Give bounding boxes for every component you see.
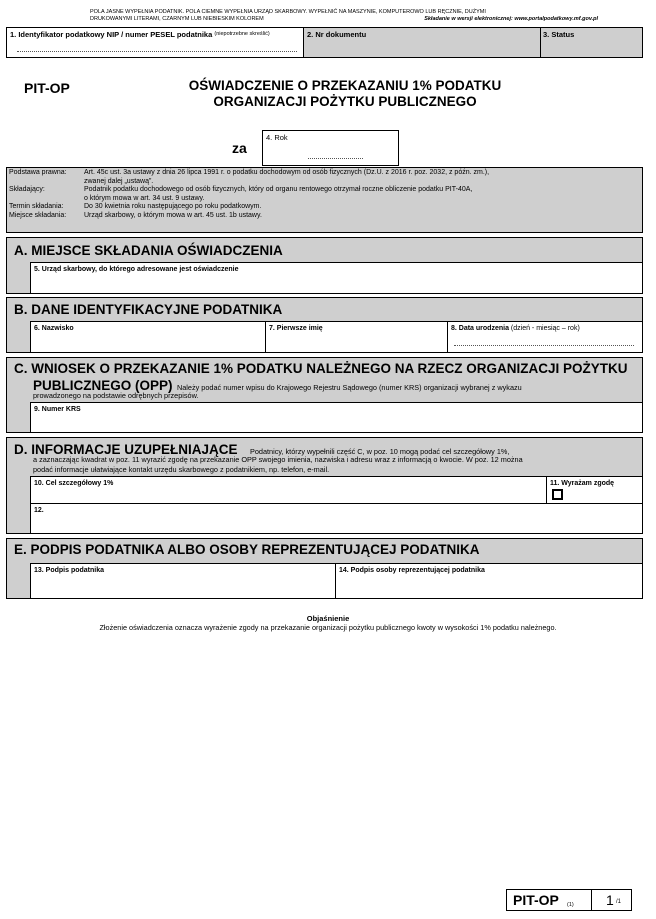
birth-date-field[interactable] xyxy=(447,321,643,353)
consent-label: 11. Wyrażam zgodę xyxy=(550,480,615,487)
goal-field[interactable] xyxy=(30,476,547,504)
contact-info-field[interactable] xyxy=(30,503,643,534)
explanation-title: Objaśnienie xyxy=(306,614,350,623)
first-name-field[interactable] xyxy=(265,321,448,353)
taxpayer-signature-field[interactable] xyxy=(30,563,336,599)
info-key: Składający: xyxy=(9,186,45,193)
representative-signature-field[interactable] xyxy=(335,563,643,599)
info-key: Miejsce składania: xyxy=(9,211,67,219)
consent-field xyxy=(546,476,643,504)
first-name-label: 7. Pierwsze imię xyxy=(269,325,323,332)
section-a-title: A. MIEJSCE SKŁADANIA OŚWIADCZENIA xyxy=(14,243,283,258)
info-value-2: o którym mowa w art. 34 ust. 9 ustawy. xyxy=(84,194,205,202)
section-c-desc-b: prowadzonego na podstawie odrębnych przepisów. xyxy=(33,391,199,400)
section-c-title-line2: PUBLICZNEGO (OPP) xyxy=(33,378,173,393)
footer-code: PIT-OP xyxy=(513,892,559,908)
surname-field[interactable] xyxy=(30,321,266,353)
representative-signature-label: 14. Podpis osoby reprezentującej podatnika xyxy=(339,567,485,574)
footer-page-total: /1 xyxy=(616,899,622,905)
krs-label: 9. Numer KRS xyxy=(34,406,81,413)
doc-number-field: 2. Nr dokumentu xyxy=(307,30,367,39)
contact-info-label: 12. xyxy=(34,507,44,514)
birth-date-label: 8. Data urodzenia xyxy=(451,325,509,332)
section-e-title: E. PODPIS PODATNIKA ALBO OSOBY REPREZENTUJĄCEJ PODATNIKA xyxy=(14,542,480,557)
form-title xyxy=(130,78,560,110)
section-d-desc1: Podatnicy, którzy wypełnili część C, w poz. 10 mogą podać cel szczegółowy 1%, xyxy=(249,447,510,456)
info-value: Art. 45c ust. 3a ustawy z dnia 26 lipca 1991 r. o podatku dochodowym od osób fizycznych (Dz.U. z 2016 r. poz. 2032, z późn. zm.), xyxy=(84,169,490,176)
nip-pesel-label: 1. Identyfikator podatkowy NIP / numer PESEL podatnika xyxy=(10,30,213,39)
surname-label: 6. Nazwisko xyxy=(34,325,74,332)
goal-label: 10. Cel szczegółowy 1% xyxy=(34,480,114,487)
footer-version: (1) xyxy=(567,902,574,908)
form-title-line2: ORGANIZACJI POŻYTKU PUBLICZNEGO xyxy=(213,94,477,109)
header-note-line1: POLA JASNE WYPEŁNIA PODATNIK. POLA CIEMNE WYPEŁNIA URZĄD SKARBOWY. WYPEŁNIĆ NA MASZYNIE, KOMPUTEROWO LUB RĘCZNIE, DUŻYMI xyxy=(90,9,486,15)
header-note-line2: DRUKOWANYMI LITERAMI, CZARNYM LUB NIEBIESKIM KOLOREM xyxy=(90,16,264,22)
info-value: Urząd skarbowy, o którym mowa w art. 45 ust. 1b ustawy. xyxy=(84,211,262,219)
status-field: 3. Status xyxy=(543,30,575,39)
year-label: 4. Rok xyxy=(266,133,288,142)
explanation-text: Złożenie oświadczenia oznacza wyrażenie zgody na przekazanie organizacji pożytku publicznego kwoty w wysokości 1% podatku należnego. xyxy=(99,623,557,632)
header-note xyxy=(90,9,620,23)
tax-office-field[interactable] xyxy=(30,262,643,294)
birth-date-note: (dzień - miesiąc – rok) xyxy=(510,325,580,332)
section-d-desc3: podać informacje ułatwiające kontakt urzędu skarbowego z podatnikiem, np. telefon, e-mail. xyxy=(33,465,330,474)
nip-pesel-note: (niepotrzebne skreślić) xyxy=(214,31,270,37)
year-dots xyxy=(308,158,363,159)
section-d-desc2: a zaznaczając kwadrat w poz. 11 wyrazić zgodę na przekazanie OPP swojego imienia, nazwiska i adresu wraz z informacją o kwocie. W poz. 12 można xyxy=(33,455,523,464)
year-field[interactable] xyxy=(262,130,399,166)
section-c-title-line1: C. WNIOSEK O PRZEKAZANIE 1% PODATKU NALEŻNEGO NA RZECZ ORGANIZACJI POŻYTKU xyxy=(14,361,628,376)
footer-code-box xyxy=(506,889,592,911)
birth-date-dots xyxy=(454,345,634,346)
tax-office-label: 5. Urząd skarbowy, do którego adresowane jest oświadczenie xyxy=(34,266,239,273)
form-code: PIT-OP xyxy=(24,80,70,96)
info-rows xyxy=(9,169,639,220)
za-label: za xyxy=(232,140,247,156)
divider-status xyxy=(540,27,541,58)
nip-pesel-dots xyxy=(17,51,297,52)
info-key: Termin składania: xyxy=(9,203,64,210)
krs-field[interactable] xyxy=(30,402,643,433)
form-title-line1: OŚWIADCZENIE O PRZEKAZANIU 1% PODATKU xyxy=(188,78,502,93)
info-key: Podstawa prawna: xyxy=(9,169,67,176)
footer-page-box xyxy=(591,889,632,911)
info-value: Podatnik podatku dochodowego od osób fizycznych, który od organu rentowego otrzymał roczne obliczenie podatku PIT-40A, xyxy=(84,186,473,193)
taxpayer-signature-label: 13. Podpis podatnika xyxy=(34,567,105,574)
info-value-2: zwanej dalej „ustawą”. xyxy=(84,177,154,185)
section-b-title: B. DANE IDENTYFIKACYJNE PODATNIKA xyxy=(14,302,283,317)
header-note-electronic: Składanie w wersji elektronicznej: www.portalpodatkowy.mf.gov.pl xyxy=(424,16,598,22)
footer-page: 1 xyxy=(606,892,614,908)
info-value: Do 30 kwietnia roku następującego po roku podatkowym. xyxy=(84,203,262,210)
consent-checkbox[interactable] xyxy=(552,489,563,500)
nip-pesel-field[interactable] xyxy=(7,28,304,57)
section-d-title: D. INFORMACJE UZUPEŁNIAJĄCE xyxy=(14,442,238,457)
section-c-desc-a: Należy podać numer wpisu do Krajowego Rejestru Sądowego (numer KRS) organizacji wybranej z wykazu xyxy=(176,383,522,392)
